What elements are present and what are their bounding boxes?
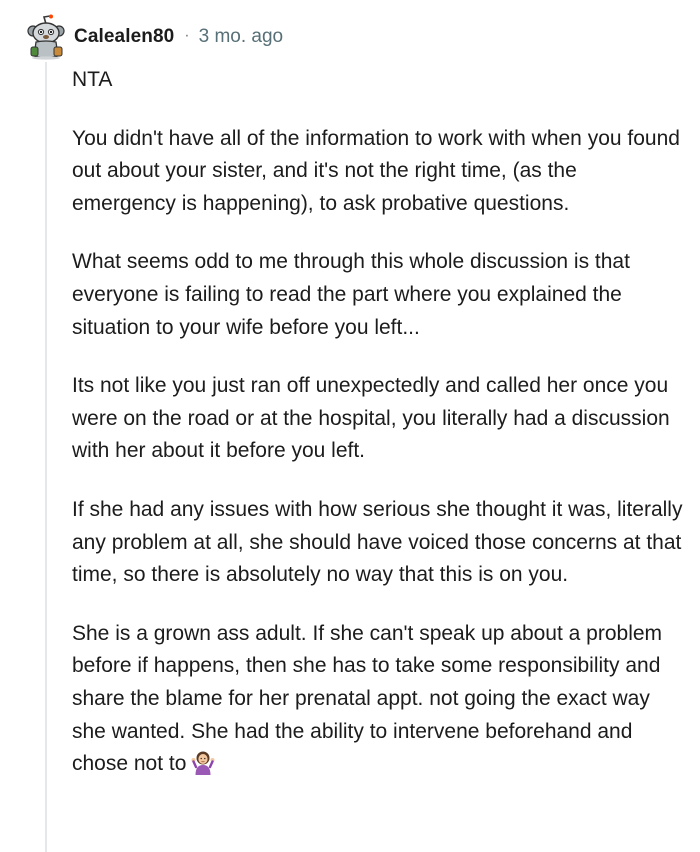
comment-paragraph: What seems odd to me through this whole discussion is that everyone is failing to read the part where you explained the situation to your wife before you left... — [72, 250, 630, 339]
snoo-avatar-icon — [24, 14, 68, 60]
comment-paragraph: If she had any issues with how serious she thought it was, literally any problem at all, she should have voiced those concerns at that time, so there is absolutely no way that this is on you. — [72, 497, 683, 587]
comment-paragraph: Its not like you just ran off unexpectedly and called her once you were on the road or at the hospital, you literally had a discussion with her about it before you left. — [72, 374, 670, 463]
username-link[interactable]: Calealen80 — [74, 26, 175, 47]
comment-paragraph-last — [72, 618, 684, 781]
comment-paragraph: You didn't have all of the information to work with when you found out about your sister, and it's not the right time, (as the emergency is happening), to ask probative questions. — [72, 126, 680, 215]
person-shrugging-icon — [190, 749, 216, 775]
comment-header — [24, 14, 283, 60]
comment-body — [72, 64, 684, 807]
comment-timestamp[interactable]: 3 mo. ago — [198, 26, 284, 47]
avatar[interactable] — [24, 14, 68, 60]
comment-paragraph: NTA — [72, 68, 113, 91]
thread-line — [45, 62, 47, 852]
meta-separator: · — [184, 27, 190, 44]
comment-paragraph-text: She is a grown ass adult. If she can't speak up about a problem before if happens, then she has to take some responsibility and share the blame for her prenatal appt. not going the exact way she wanted. She had the ability to intervene beforehand and chose not to — [72, 621, 663, 776]
